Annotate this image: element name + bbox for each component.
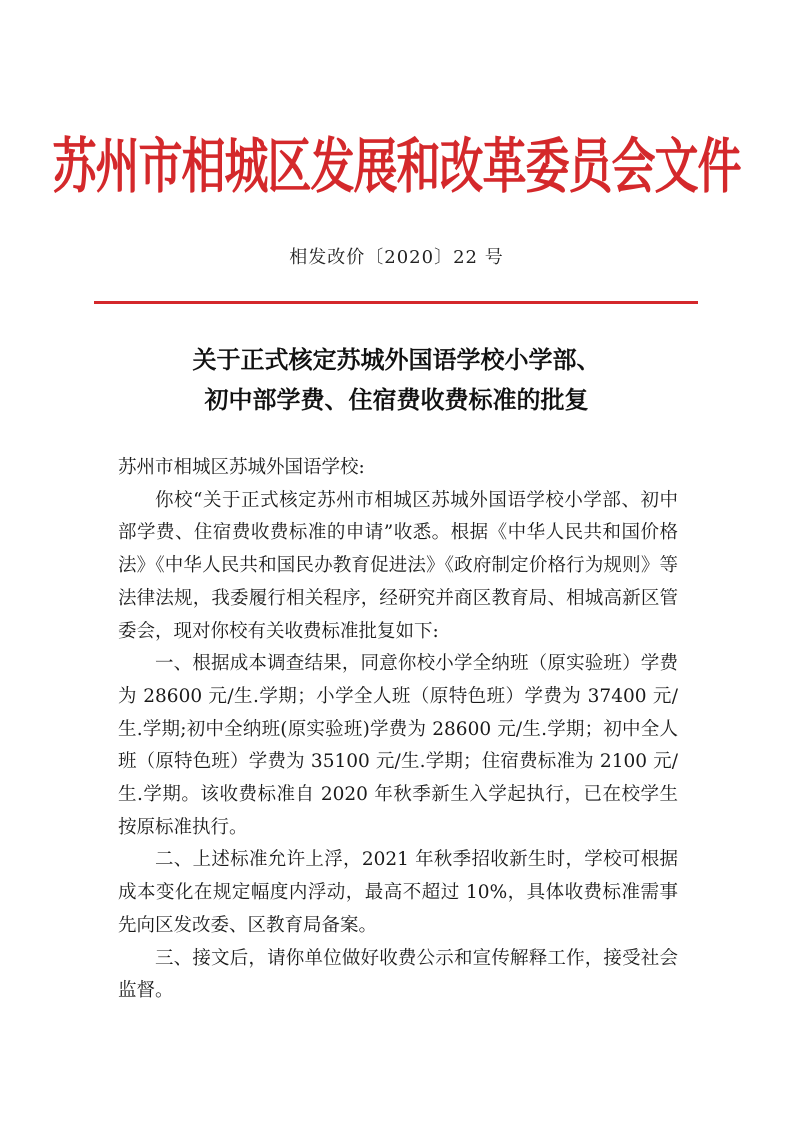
body-paragraph-intro: 你校“关于正式核定苏州市相城区苏城外国语学校小学部、初中部学费、住宿费收费标准的申请”收悉。根据《中华人民共和国价格法》《中华人民共和国民办教育促进法》《政府制定价格行为规则》等法律法规，我委履行相关程序，经研究并商区教育局、相城高新区管委会，现对你校有关收费标准批复如下: bbox=[118, 489, 678, 642]
subject-line-2: 初中部学费、住宿费收费标准的批复 bbox=[204, 385, 589, 414]
red-divider-line bbox=[94, 301, 698, 304]
addressee: 苏州市相城区苏城外国语学校: bbox=[118, 457, 365, 478]
document-subject bbox=[0, 340, 793, 420]
issuing-authority-title: 苏州市相城区发展和改革委员会文件 bbox=[52, 132, 741, 202]
body-paragraph-item-2: 二、上述标准允许上浮，2021 年秋季招收新生时，学校可根据成本变化在规定幅度内浮动，最高不超过 10%，具体收费标准需事先向区发改委、区教育局备案。 bbox=[118, 849, 678, 936]
document-number: 相发改价〔2020〕22 号 bbox=[289, 247, 504, 268]
subject-line-1: 关于正式核定苏城外国语学校小学部、 bbox=[192, 345, 601, 374]
body-paragraph-item-1: 一、根据成本调查结果，同意你校小学全纳班（原实验班）学费为 28600 元/生.学期；小学全人班（原特色班）学费为 37400 元/生.学期;初中全纳班(原实验班)学费为 28600 元/生.学期；初中全人班（原特色班）学费为 35100 元/生.学期；住宿费标准为 2100 元/生.学期。该收费标准自 2020 年秋季新生入学起执行，已在校学生按原标准执行。 bbox=[118, 653, 678, 838]
body-paragraph-item-3: 三、接文后，请你单位做好收费公示和宣传解释工作，接受社会监督。 bbox=[118, 947, 678, 1002]
document-body bbox=[118, 452, 678, 1008]
